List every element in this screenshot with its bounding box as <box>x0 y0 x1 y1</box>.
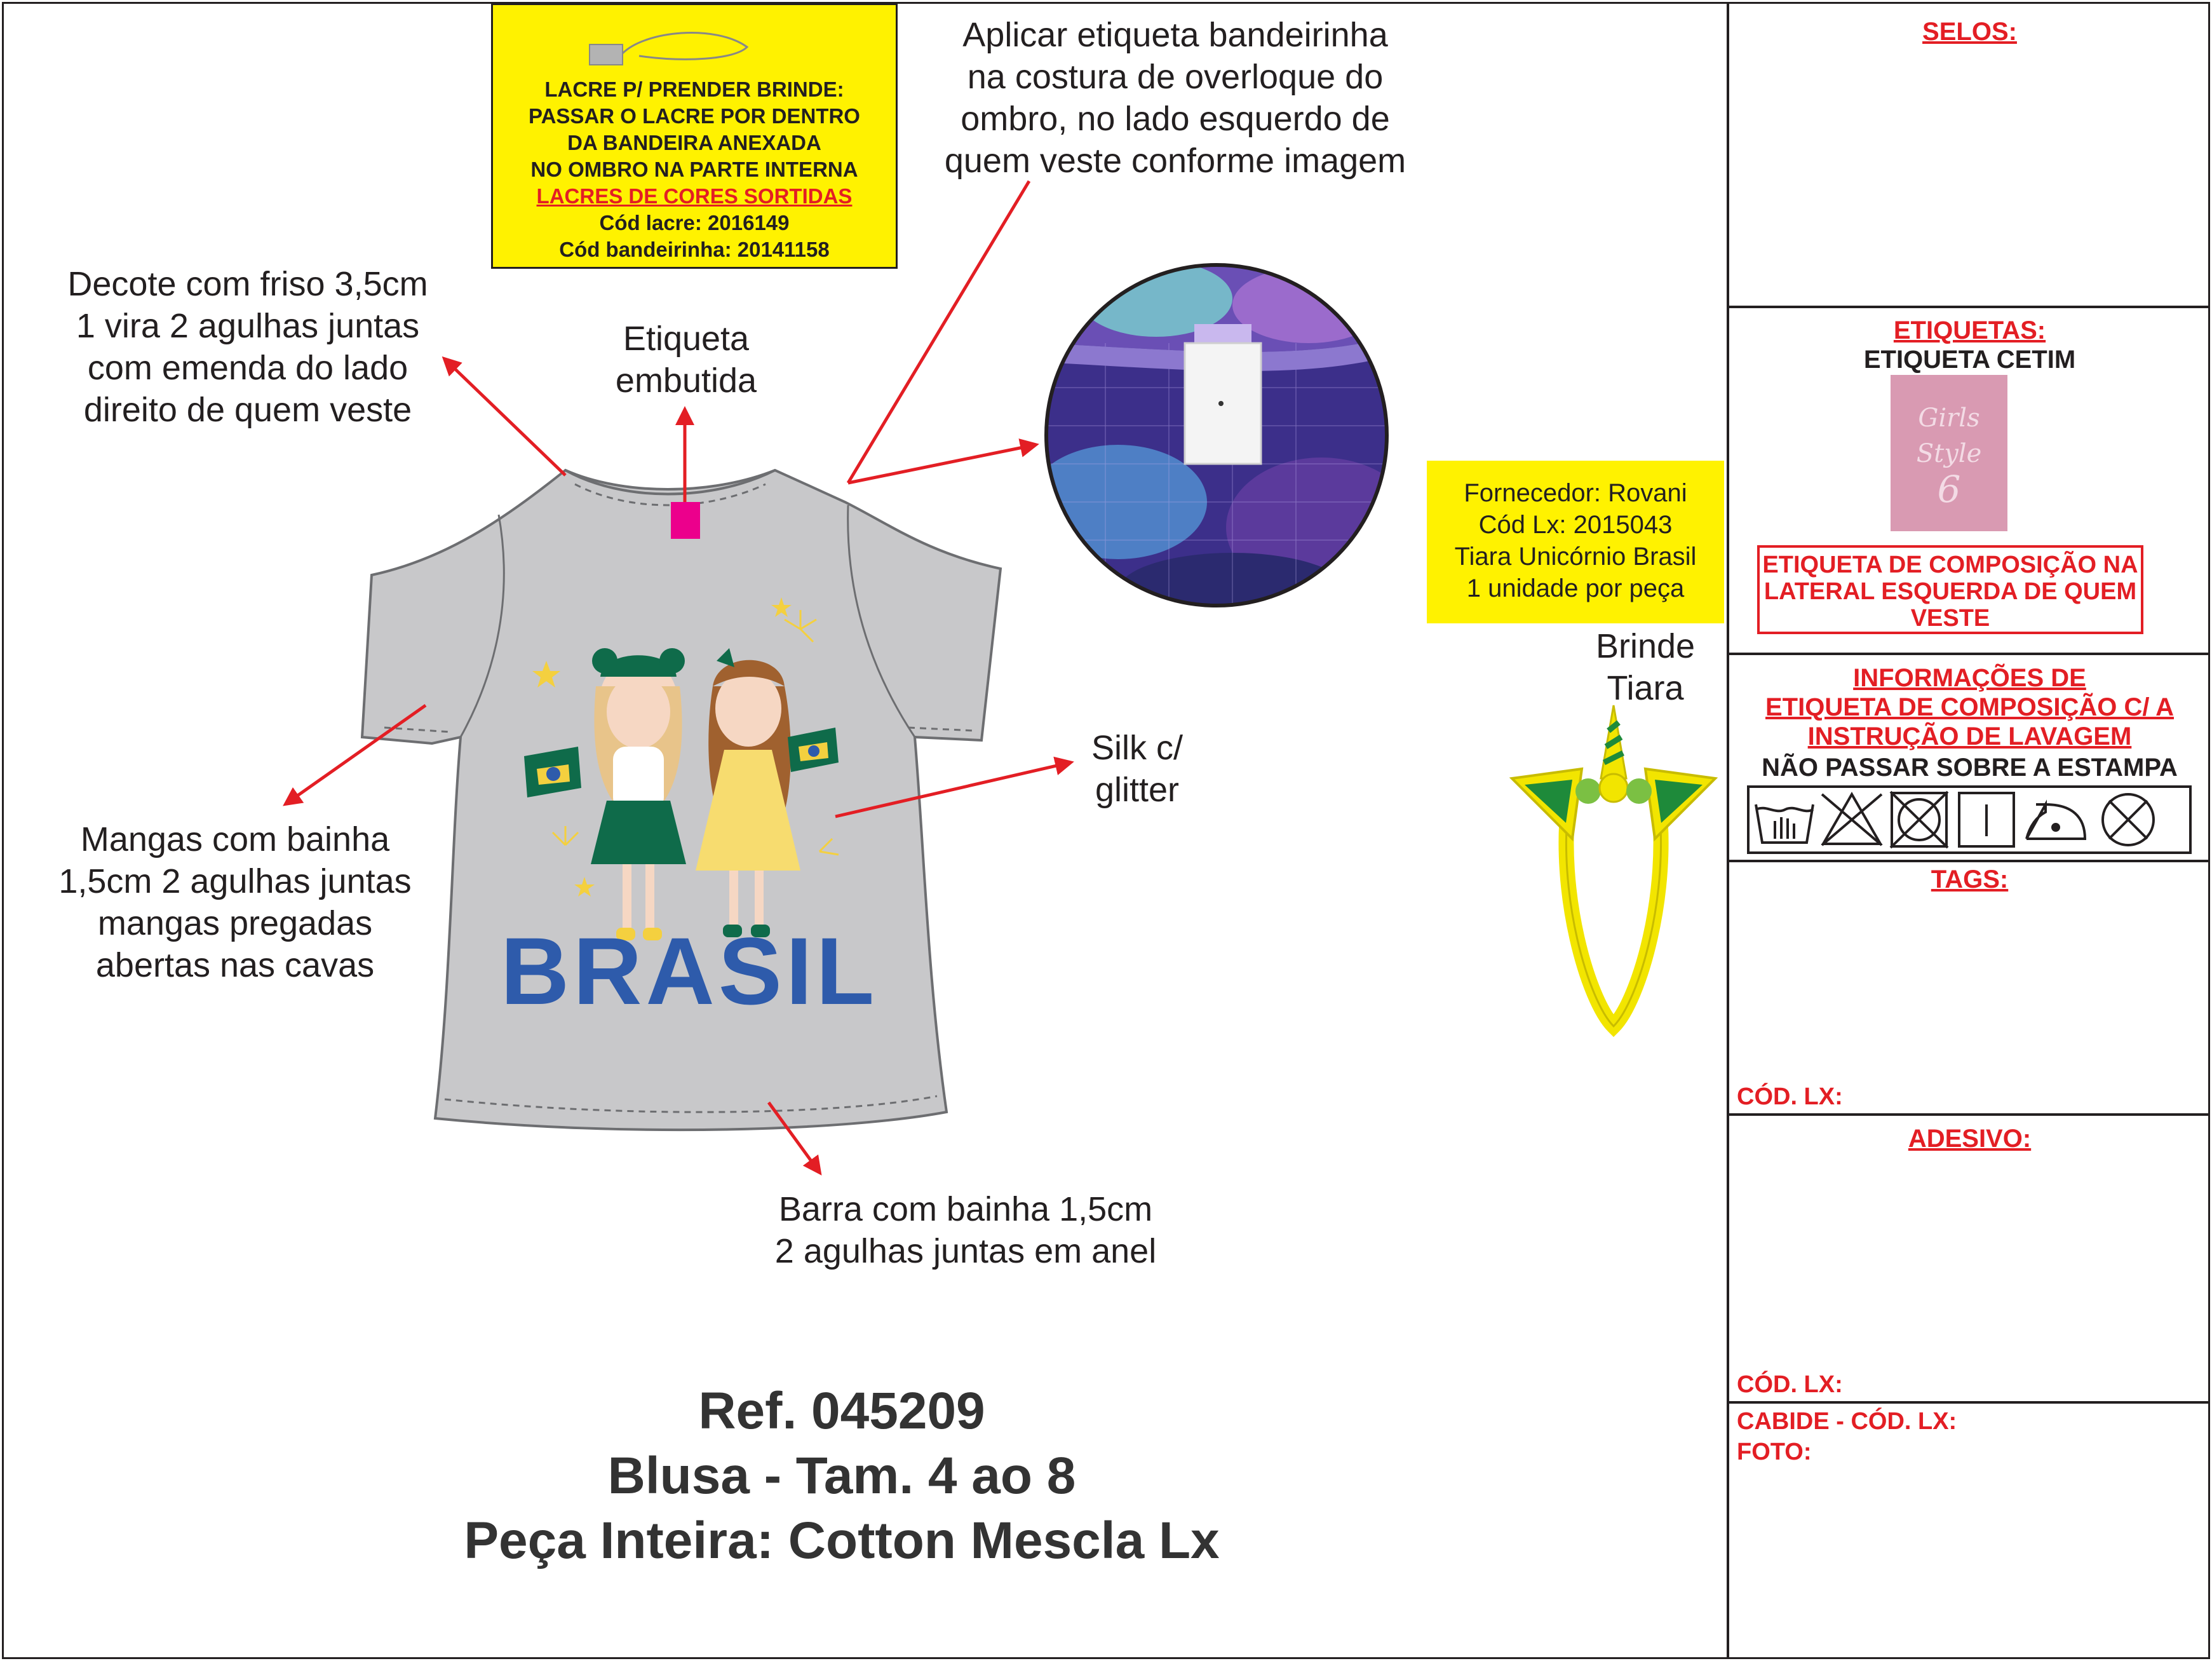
hem-note: Barra com bainha 1,5cm 2 agulhas juntas em anel <box>774 1190 1157 1270</box>
gift-note: Brinde Tiara <box>1595 627 1696 707</box>
supplier-line-3: Tiara Unicórnio Brasil <box>1454 543 1697 571</box>
supplier-line-2: Cód Lx: 2015043 <box>1478 511 1673 539</box>
silk-note: Silk c/ glitter <box>1091 729 1184 809</box>
divider-selos <box>1727 306 2210 308</box>
sleeves-note: Mangas com bainha 1,5cm 2 agulhas juntas mangas pregadas abertas nas cavas <box>58 820 412 984</box>
selos-title: SELOS: <box>1922 18 2017 46</box>
no-iron-notice: NÃO PASSAR SOBRE A ESTAMPA <box>1762 754 2178 782</box>
tags-title: TAGS: <box>1931 865 2009 893</box>
label-text-1: Girls <box>1918 403 1980 433</box>
divider-info <box>1727 860 2210 862</box>
cabide-label: CABIDE - CÓD. LX: <box>1737 1408 1957 1435</box>
cod-lx-tags: CÓD. LX: <box>1737 1083 1843 1110</box>
neckline-note: Decote com friso 3,5cm 1 vira 2 agulhas juntas com emenda do lado direito de quem veste <box>67 265 428 429</box>
seal-line-4: NO OMBRO NA PARTE INTERNA <box>530 158 858 181</box>
divider-etiquetas <box>1727 653 2210 655</box>
label-text-3: 6 <box>1937 468 1961 511</box>
satin-label-sample <box>1891 375 2007 531</box>
product-description: Blusa - Tam. 4 ao 8 <box>607 1447 1076 1505</box>
composition-line-2: LATERAL ESQUERDA DE QUEM <box>1764 578 2137 605</box>
seal-line-3: DA BANDEIRA ANEXADA <box>567 131 821 154</box>
care-symbols <box>1747 785 2192 854</box>
product-fabric: Peça Inteira: Cotton Mescla Lx <box>464 1512 1220 1569</box>
supplier-line-4: 1 unidade por peça <box>1466 574 1685 602</box>
product-ref: Ref. 045209 <box>698 1382 985 1440</box>
seal-highlight: LACRES DE CORES SORTIDAS <box>536 184 853 208</box>
do-not-tumble-dry-icon <box>1891 792 1948 848</box>
seal-code: Cód lacre: 2016149 <box>599 211 790 234</box>
label-text-2: Style <box>1916 439 1982 468</box>
foto-label: FOTO: <box>1737 1439 1812 1465</box>
adesivo-title: ADESIVO: <box>1908 1125 2032 1153</box>
composition-line-3: VESTE <box>1910 605 1990 632</box>
flag-label-note: Aplicar etiqueta bandeirinha na costura de overloque do ombro, no lado esquerdo de quem veste conforme imagem <box>944 16 1406 180</box>
seal-line-1: LACRE P/ PRENDER BRINDE: <box>544 78 844 101</box>
etiquetas-title: ETIQUETAS: <box>1893 316 2046 344</box>
info-title: INFORMAÇÕES DE ETIQUETA DE COMPOSIÇÃO C/ A INSTRUÇÃO DE LAVAGEM <box>1765 664 2174 750</box>
composition-line-1: ETIQUETA DE COMPOSIÇÃO NA <box>1762 552 2138 578</box>
cod-lx-adesivo: CÓD. LX: <box>1737 1371 1843 1398</box>
divider-tags <box>1727 1113 2210 1116</box>
composition-box <box>1757 545 2143 634</box>
divider-adesivo <box>1727 1401 2210 1404</box>
supplier-line-1: Fornecedor: Rovani <box>1464 479 1687 507</box>
embedded-label-note: Etiqueta embutida <box>615 320 757 400</box>
etiqueta-cetim: ETIQUETA CETIM <box>1863 346 2076 374</box>
flag-code: Cód bandeirinha: 20141158 <box>559 238 830 261</box>
seal-line-2: PASSAR O LACRE POR DENTRO <box>529 104 860 128</box>
print-brasil-text: BRASIL <box>500 918 879 1024</box>
product-info <box>254 1379 1429 1573</box>
